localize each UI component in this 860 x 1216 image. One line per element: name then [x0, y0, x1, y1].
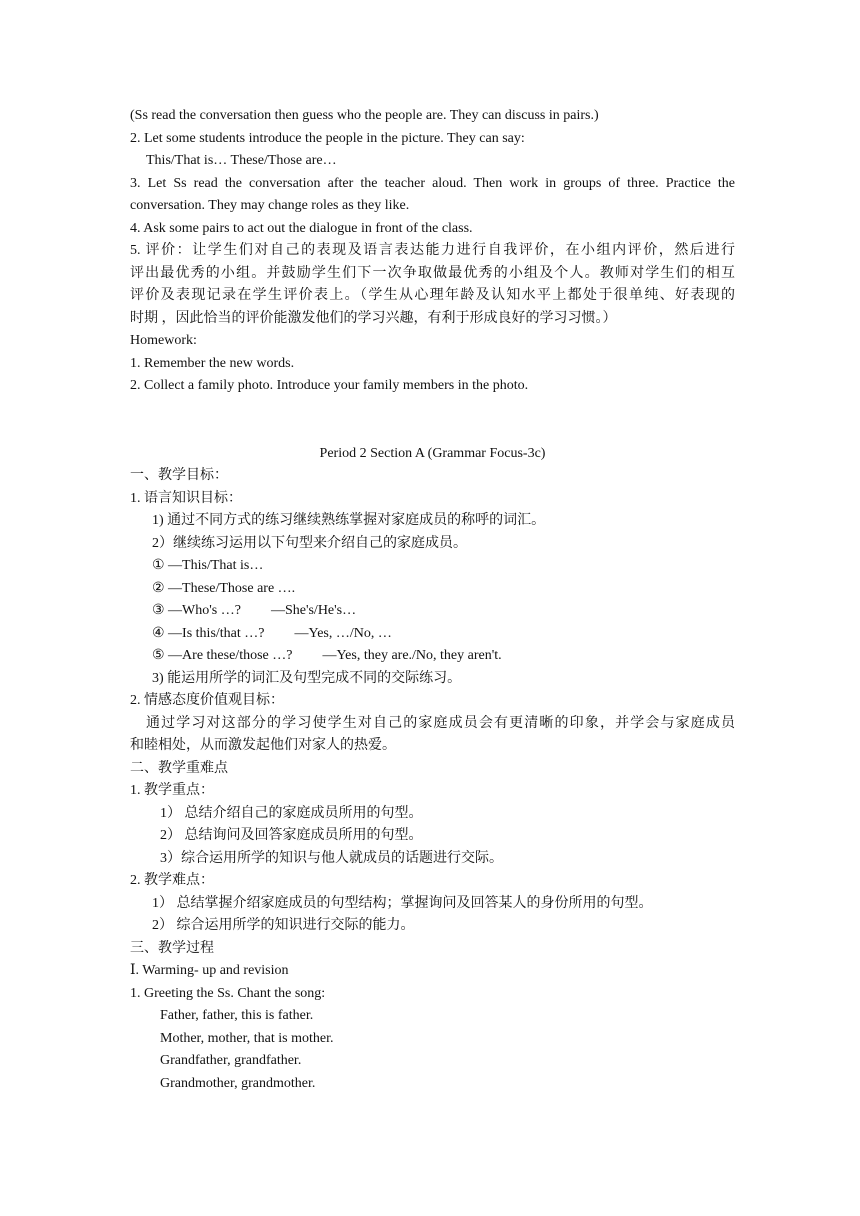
heading-teaching-objectives: 一、教学目标： [130, 468, 228, 483]
section-title: Period 2 Section A (Grammar Focus-3c) [319, 446, 546, 461]
pattern-answer: —Yes, …/No, … [294, 626, 392, 641]
step-4: 4. Ask some pairs to act out the dialogue in front of the class. [130, 221, 473, 236]
chant-line-4: Grandmother, grandmother. [160, 1076, 316, 1091]
affective-paragraph-end: 和睦相处，从而激发起他们对家人的热爱。 [130, 738, 396, 753]
chant-line-3: Grandfather, grandfather. [160, 1053, 302, 1068]
key-point-3: 3）综合运用所学的知识与他人就成员的话题进行交际。 [160, 851, 503, 866]
pattern-question: ③ —Who's …? [152, 603, 241, 618]
sentence-pattern-4 [152, 623, 757, 645]
heading-teaching-process: 三、教学过程 [130, 941, 214, 956]
pattern-answer: —Yes, they are./No, they aren't. [322, 648, 502, 663]
sentence-pattern-5 [152, 645, 757, 667]
sentence-pattern-1: ① —This/That is… [152, 558, 264, 573]
affective-paragraph: 通过学习对这部分的学习使学生对自己的家庭成员会有更清晰的印象，并学会与家庭成员 [146, 716, 735, 731]
key-point-2: 2） 总结询问及回答家庭成员所用的句型。 [160, 828, 423, 843]
key-points-label: 1. 教学重点： [130, 783, 214, 798]
activity-note: (Ss read the conversation then guess who the people are. They can discuss in pairs.) [130, 108, 599, 123]
sentence-pattern-2: ② —These/Those are …. [152, 581, 296, 596]
language-knowledge-objectives: 1. 语言知识目标： [130, 491, 242, 506]
affective-objectives: 2. 情感态度价值观目标： [130, 693, 284, 708]
homework-heading: Homework: [130, 333, 197, 348]
difficult-point-1: 1） 总结掌握介绍家庭成员的句型结构；掌握询问及回答某人的身份所用的句型。 [152, 896, 653, 911]
homework-item-2: 2. Collect a family photo. Introduce your family members in the photo. [130, 378, 529, 393]
pattern-question: ④ —Is this/that …? [152, 626, 265, 641]
pattern-question: ⑤ —Are these/those …? [152, 648, 293, 663]
step-3: 3. Let Ss read the conversation after the teacher aloud. Then work in groups of three. Practice the [130, 176, 735, 191]
heading-key-points: 二、教学重难点 [130, 761, 228, 776]
pattern-answer: —She's/He's… [270, 603, 357, 618]
difficult-point-2: 2） 综合运用所学的知识进行交际的能力。 [152, 918, 415, 933]
difficult-points-label: 2. 教学难点： [130, 873, 214, 888]
chant-line-2: Mother, mother, that is mother. [160, 1031, 334, 1046]
step-3-continued: conversation. They may change roles as they like. [130, 198, 410, 213]
key-point-1: 1） 总结介绍自己的家庭成员所用的句型。 [160, 806, 423, 821]
sentence-pattern-3 [152, 600, 757, 622]
step-5-line-2: 评出最优秀的小组。并鼓励学生们下一次争取做最优秀的小组及个人。教师对学生们的相互 [130, 266, 735, 281]
step-5-line-3: 评价及表现记录在学生评价表上。（学生从心理年龄及认知水平上都处于很单纯、好表现的 [130, 288, 735, 303]
objective-2: 2）继续练习运用以下句型来介绍自己的家庭成员。 [152, 536, 467, 551]
chant-line-1: Father, father, this is father. [160, 1008, 314, 1023]
step-5-line-4: 时期 ，因此恰当的评价能激发他们的学习兴趣，有利于形成良好的学习习惯。） [130, 311, 617, 326]
example-sentence: This/That is… These/Those are… [146, 153, 337, 168]
step-2: 2. Let some students introduce the people in the picture. They can say: [130, 131, 525, 146]
step-5-evaluation: 5. 评价：让学生们对自己的表现及语言表达能力进行自我评价，在小组内评价，然后进行 [130, 243, 735, 258]
objective-3: 3) 能运用所学的词汇及句型完成不同的交际练习。 [152, 671, 462, 686]
homework-item-1: 1. Remember the new words. [130, 356, 295, 371]
warming-up-heading: Ⅰ. Warming- up and revision [130, 963, 289, 978]
objective-1: 1) 通过不同方式的练习继续熟练掌握对家庭成员的称呼的词汇。 [152, 513, 546, 528]
greeting-step: 1. Greeting the Ss. Chant the song: [130, 986, 326, 1001]
